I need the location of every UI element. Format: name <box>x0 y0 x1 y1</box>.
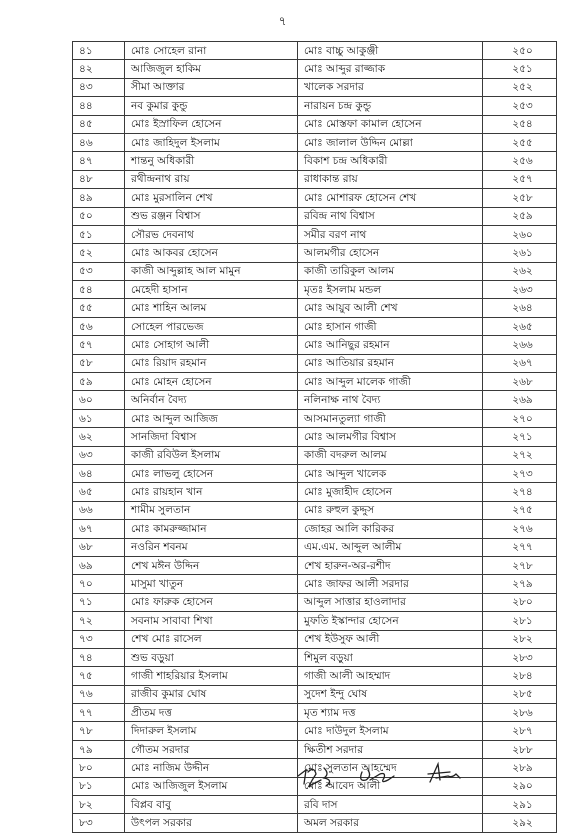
table-row <box>73 464 557 482</box>
candidate-name-cell: শান্তনু অধিকারী <box>125 152 298 170</box>
serial-number-cell: ৪৫ <box>73 115 125 133</box>
table-row <box>73 796 557 814</box>
father-name-cell: মোঃ আব্দুল খালেক <box>298 464 483 482</box>
table-row <box>73 593 557 611</box>
table-row <box>73 317 557 335</box>
serial-number-cell: ৬৬ <box>73 501 125 519</box>
candidate-name-cell: অনির্বান বৈদ্য <box>125 391 298 409</box>
father-name-cell: মোঃ মোশারফ হোসেন শেখ <box>298 189 483 207</box>
roll-number-cell: ২৫৫ <box>483 133 557 151</box>
table-row <box>73 648 557 666</box>
table-row <box>73 170 557 188</box>
table-row <box>73 446 557 464</box>
candidate-name-cell: উৎপল সরকার <box>125 814 298 832</box>
father-name-cell: মোঃ আয়ুব আলী শেখ <box>298 299 483 317</box>
father-name-cell: মোঃ আলমগীর বিশ্বাস <box>298 428 483 446</box>
father-name-cell: আসমানতুল্যা গাজী <box>298 409 483 427</box>
table-row <box>73 814 557 832</box>
roll-number-cell: ২৬০ <box>483 225 557 243</box>
father-name-cell: মুফতি ইস্কান্দার হোসেন <box>298 612 483 630</box>
roll-number-cell: ২৭৩ <box>483 464 557 482</box>
candidate-table <box>72 41 557 833</box>
father-name-cell: রাধাকান্ত রায় <box>298 170 483 188</box>
table-row <box>73 97 557 115</box>
father-name-cell: মোঃ বাচ্চু আকুঞ্জী <box>298 42 483 60</box>
roll-number-cell: ২৬৫ <box>483 317 557 335</box>
candidate-name-cell: রথীন্দ্রনাথ রায় <box>125 170 298 188</box>
candidate-name-cell: মোঃ নাজিম উদ্দীন <box>125 759 298 777</box>
serial-number-cell: ৭৬ <box>73 685 125 703</box>
serial-number-cell: ৭০ <box>73 575 125 593</box>
father-name-cell: মোঃ আতিয়ার রহমান <box>298 354 483 372</box>
candidate-name-cell: মোঃ শাহিন আলম <box>125 299 298 317</box>
candidate-name-cell: কাজী রবিউল ইসলাম <box>125 446 298 464</box>
father-name-cell: ক্ষিতীশ সরদার <box>298 740 483 758</box>
candidate-name-cell: মোঃ আব্দুল আজিজ <box>125 409 298 427</box>
roll-number-cell: ২৮২ <box>483 630 557 648</box>
candidate-name-cell: শুভ রঞ্জন বিশ্বাস <box>125 207 298 225</box>
father-name-cell: মৃত শ্যাম দত্ত <box>298 704 483 722</box>
roll-number-cell: ২৮৬ <box>483 704 557 722</box>
father-name-cell: গাজী আলী আহম্মাদ <box>298 667 483 685</box>
father-name-cell: মৃতঃ ইসলাম মন্ডল <box>298 281 483 299</box>
table-row <box>73 409 557 427</box>
roll-number-cell: ২৭১ <box>483 428 557 446</box>
serial-number-cell: ৪৩ <box>73 78 125 96</box>
roll-number-cell: ২৯০ <box>483 777 557 795</box>
roll-number-cell: ২৭৭ <box>483 538 557 556</box>
serial-number-cell: ৬৭ <box>73 520 125 538</box>
father-name-cell: রবিন্দ্র নাথ বিশ্বাস <box>298 207 483 225</box>
father-name-cell: কাজী বদরুল আলম <box>298 446 483 464</box>
father-name-cell: নারায়ন চন্দ্র কুন্ডু <box>298 97 483 115</box>
signature-2 <box>361 770 394 782</box>
candidate-name-cell: মোঃ রায়হান খান <box>125 483 298 501</box>
roll-number-cell: ২৬৬ <box>483 336 557 354</box>
candidate-name-cell: আজিজুল হাকিম <box>125 60 298 78</box>
candidate-name-cell: প্রীতম দত্ত <box>125 704 298 722</box>
father-name-cell: মোঃ হাসান গাজী <box>298 317 483 335</box>
table-row <box>73 667 557 685</box>
table-row <box>73 630 557 648</box>
serial-number-cell: ৬১ <box>73 409 125 427</box>
serial-number-cell: ৭২ <box>73 612 125 630</box>
serial-number-cell: ৫৬ <box>73 317 125 335</box>
serial-number-cell: ৬৪ <box>73 464 125 482</box>
table-row <box>73 115 557 133</box>
serial-number-cell: ৬৮ <box>73 538 125 556</box>
serial-number-cell: ৫০ <box>73 207 125 225</box>
father-name-cell: মোঃ আব্দুর রাজ্জাক <box>298 60 483 78</box>
roll-number-cell: ২৭৪ <box>483 483 557 501</box>
father-name-cell: আলমগীর হোসেন <box>298 244 483 262</box>
candidate-name-cell: মোঃ আজিজুল ইসলাম <box>125 777 298 795</box>
candidate-name-cell: সৌরভ দেবনাথ <box>125 225 298 243</box>
table-row <box>73 685 557 703</box>
serial-number-cell: ৭৫ <box>73 667 125 685</box>
roll-number-cell: ২৬৪ <box>483 299 557 317</box>
father-name-cell: সুদেশ ইন্দু ঘোষ <box>298 685 483 703</box>
table-row <box>73 538 557 556</box>
roll-number-cell: ২৭৫ <box>483 501 557 519</box>
candidate-name-cell: বিপ্লব বাবু <box>125 796 298 814</box>
serial-number-cell: ৫৫ <box>73 299 125 317</box>
candidate-name-cell: মাসুমা খাতুন <box>125 575 298 593</box>
roll-number-cell: ২৮৯ <box>483 759 557 777</box>
father-name-cell: কাজী তারিকুল আলম <box>298 262 483 280</box>
table-row <box>73 262 557 280</box>
candidate-name-cell: শামীম সুলতান <box>125 501 298 519</box>
father-name-cell: খালেক সরদার <box>298 78 483 96</box>
roll-number-cell: ২৮৪ <box>483 667 557 685</box>
roll-number-cell: ২৫৩ <box>483 97 557 115</box>
serial-number-cell: ৮১ <box>73 777 125 795</box>
serial-number-cell: ৪১ <box>73 42 125 60</box>
father-name-cell: অমল সরকার <box>298 814 483 832</box>
candidate-name-cell: শুভ বড়ুয়া <box>125 648 298 666</box>
table-row <box>73 520 557 538</box>
table-row <box>73 391 557 409</box>
father-name-cell: শেখ ইউসুফ আলী <box>298 630 483 648</box>
roll-number-cell: ২৮১ <box>483 612 557 630</box>
roll-number-cell: ২৬৩ <box>483 281 557 299</box>
serial-number-cell: ৭৪ <box>73 648 125 666</box>
serial-number-cell: ৪২ <box>73 60 125 78</box>
roll-number-cell: ২৫১ <box>483 60 557 78</box>
candidate-name-cell: মোঃ মোহন হোসেন <box>125 373 298 391</box>
table-row <box>73 42 557 60</box>
roll-number-cell: ২৯১ <box>483 796 557 814</box>
table-row <box>73 556 557 574</box>
father-name-cell: সমীর বরণ নাথ <box>298 225 483 243</box>
roll-number-cell: ২৬৯ <box>483 391 557 409</box>
roll-number-cell: ২৬৮ <box>483 373 557 391</box>
serial-number-cell: ৬৫ <box>73 483 125 501</box>
candidate-name-cell: মোঃ সোহেল রানা <box>125 42 298 60</box>
father-name-cell: নলিনাক্ষ নাথ বৈদ্য <box>298 391 483 409</box>
candidate-name-cell: মোঃ রিয়াদ রহমান <box>125 354 298 372</box>
roll-number-cell: ২৮৫ <box>483 685 557 703</box>
serial-number-cell: ৫৯ <box>73 373 125 391</box>
serial-number-cell: ৬২ <box>73 428 125 446</box>
candidate-name-cell: রাজীব কুমার ঘোষ <box>125 685 298 703</box>
serial-number-cell: ৪৭ <box>73 152 125 170</box>
serial-number-cell: ৬০ <box>73 391 125 409</box>
father-name-cell: বিকাশ চন্দ্র অধিকারী <box>298 152 483 170</box>
serial-number-cell: ৫৪ <box>73 281 125 299</box>
candidate-name-cell: সোহেল পারভেজ <box>125 317 298 335</box>
candidate-name-cell: সীমা আক্তার <box>125 78 298 96</box>
candidate-name-cell: সানজিদা বিশ্বাস <box>125 428 298 446</box>
serial-number-cell: ৫৭ <box>73 336 125 354</box>
father-name-cell: মোঃ মোস্তফা কামাল হোসেন <box>298 115 483 133</box>
serial-number-cell: ৮২ <box>73 796 125 814</box>
father-name-cell: মোঃ জালাল উদ্দিন মোল্লা <box>298 133 483 151</box>
roll-number-cell: ২৬৭ <box>483 354 557 372</box>
father-name-cell: মোঃ আব্দুল মালেক গাজী <box>298 373 483 391</box>
table-row <box>73 373 557 391</box>
table-row <box>73 354 557 372</box>
candidate-name-cell: মোঃ মুরসালিন শেখ <box>125 189 298 207</box>
table-row <box>73 281 557 299</box>
serial-number-cell: ৮০ <box>73 759 125 777</box>
serial-number-cell: ৫১ <box>73 225 125 243</box>
roll-number-cell: ২৫৬ <box>483 152 557 170</box>
roll-number-cell: ২৮০ <box>483 593 557 611</box>
table-row <box>73 612 557 630</box>
table-row <box>73 152 557 170</box>
father-name-cell: মোঃ রুহুল কুদ্দুস <box>298 501 483 519</box>
roll-number-cell: ২৫৭ <box>483 170 557 188</box>
father-name-cell: আব্দুল সাত্তার হাওলাদার <box>298 593 483 611</box>
father-name-cell: জোহর আলি কারিকর <box>298 520 483 538</box>
serial-number-cell: ৫৩ <box>73 262 125 280</box>
roll-number-cell: ২৮৭ <box>483 722 557 740</box>
roll-number-cell: ২৫০ <box>483 42 557 60</box>
father-name-cell: মোঃ সুলতান আহম্মেদ <box>298 759 483 777</box>
candidate-name-cell: মোঃ সোহাগ আলী <box>125 336 298 354</box>
candidate-name-cell: মোঃ আকবর হোসেন <box>125 244 298 262</box>
page-number: ৭ <box>278 14 287 28</box>
table-row <box>73 428 557 446</box>
table-row <box>73 722 557 740</box>
table-row <box>73 133 557 151</box>
signature-1 <box>298 768 330 786</box>
roll-number-cell: ২৭৮ <box>483 556 557 574</box>
roll-number-cell: ২৬২ <box>483 262 557 280</box>
serial-number-cell: ৭৯ <box>73 740 125 758</box>
serial-number-cell: ৮৩ <box>73 814 125 832</box>
candidate-name-cell: নওরিন শবনম <box>125 538 298 556</box>
roll-number-cell: ২৭৯ <box>483 575 557 593</box>
table-row <box>73 225 557 243</box>
roll-number-cell: ২৭০ <box>483 409 557 427</box>
candidate-name-cell: সবনাম সাবাবা শিখা <box>125 612 298 630</box>
candidate-name-cell: শেখ মঈন উদ্দিন <box>125 556 298 574</box>
roll-number-cell: ২৭২ <box>483 446 557 464</box>
table-row <box>73 501 557 519</box>
candidate-name-cell: মোঃ লাভলু হোসেন <box>125 464 298 482</box>
serial-number-cell: ৭৩ <box>73 630 125 648</box>
table-row <box>73 60 557 78</box>
table-row <box>73 299 557 317</box>
roll-number-cell: ২৫৯ <box>483 207 557 225</box>
serial-number-cell: ৪৯ <box>73 189 125 207</box>
serial-number-cell: ৪৬ <box>73 133 125 151</box>
father-name-cell: মোঃ দাউদুল ইসলাম <box>298 722 483 740</box>
roll-number-cell: ২৫৮ <box>483 189 557 207</box>
father-name-cell: এম.এম. আব্দুল আলীম <box>298 538 483 556</box>
table-row <box>73 483 557 501</box>
candidate-table-body <box>73 42 557 833</box>
table-row <box>73 78 557 96</box>
father-name-cell: রবি দাস <box>298 796 483 814</box>
candidate-name-cell: কাজী আব্দুল্লাহ আল মামুন <box>125 262 298 280</box>
table-row <box>73 244 557 262</box>
candidate-name-cell: মোঃ কামরুজ্জামান <box>125 520 298 538</box>
serial-number-cell: ৭১ <box>73 593 125 611</box>
roll-number-cell: ২৭৬ <box>483 520 557 538</box>
serial-number-cell: ৫২ <box>73 244 125 262</box>
serial-number-cell: ৭৭ <box>73 704 125 722</box>
serial-number-cell: ৪৪ <box>73 97 125 115</box>
serial-number-cell: ৫৮ <box>73 354 125 372</box>
table-row <box>73 336 557 354</box>
father-name-cell: মোঃ আনিছুর রহমান <box>298 336 483 354</box>
father-name-cell: মোঃ আবেদ আলী <box>298 777 483 795</box>
roll-number-cell: ২৫৪ <box>483 115 557 133</box>
serial-number-cell: ৪৮ <box>73 170 125 188</box>
candidate-name-cell: নব কুমার কুন্ডু <box>125 97 298 115</box>
candidate-name-cell: মোঃ ফারুক হোসেন <box>125 593 298 611</box>
table-row <box>73 575 557 593</box>
candidate-name-cell: মোঃ ইস্রাফিল হোসেন <box>125 115 298 133</box>
serial-number-cell: ৬৯ <box>73 556 125 574</box>
table-row <box>73 704 557 722</box>
roll-number-cell: ২৫২ <box>483 78 557 96</box>
roll-number-cell: ২৮৩ <box>483 648 557 666</box>
candidate-name-cell: শেখ মোঃ রাসেল <box>125 630 298 648</box>
roll-number-cell: ২৬১ <box>483 244 557 262</box>
roll-number-cell: ২৮৮ <box>483 740 557 758</box>
father-name-cell: মোঃ মুজাহীদ হোসেন <box>298 483 483 501</box>
candidate-name-cell: মেহেদী হাসান <box>125 281 298 299</box>
serial-number-cell: ৭৮ <box>73 722 125 740</box>
candidate-name-cell: দিদারুল ইসলাম <box>125 722 298 740</box>
roll-number-cell: ২৯২ <box>483 814 557 832</box>
candidate-name-cell: মোঃ জাহিদুল ইসলাম <box>125 133 298 151</box>
table-row <box>73 189 557 207</box>
father-name-cell: শেখ হারুন-অর-রশীদ <box>298 556 483 574</box>
father-name-cell: শিমুল বড়ুয়া <box>298 648 483 666</box>
table-row <box>73 207 557 225</box>
candidate-name-cell: গৌতম সরদার <box>125 740 298 758</box>
signatures <box>290 756 490 796</box>
father-name-cell: মোঃ জাফর আলী সরদার <box>298 575 483 593</box>
serial-number-cell: ৬৩ <box>73 446 125 464</box>
signature-3 <box>428 764 460 782</box>
candidate-name-cell: গাজী শাহরিয়ার ইসলাম <box>125 667 298 685</box>
